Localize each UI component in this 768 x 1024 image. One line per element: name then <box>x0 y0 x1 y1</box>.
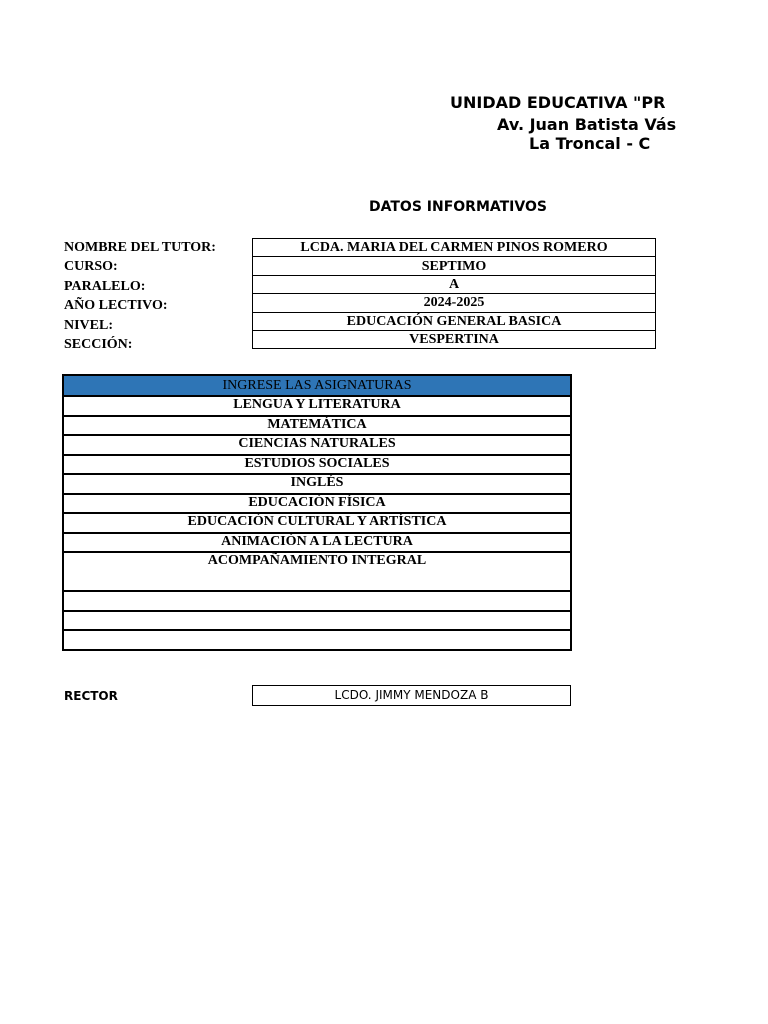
school-name: UNIDAD EDUCATIVA "PR <box>450 93 666 112</box>
value-nivel[interactable]: EDUCACIÓN GENERAL BASICA <box>253 312 656 330</box>
label-curso: CURSO: <box>64 259 118 275</box>
section-title: DATOS INFORMATIVOS <box>369 199 547 215</box>
subject-cell[interactable]: ANIMACIÓN A LA LECTURA <box>64 534 570 554</box>
rector-label: RECTOR <box>64 689 118 703</box>
label-nivel: NIVEL: <box>64 317 114 333</box>
subject-cell[interactable]: MATEMÁTICA <box>64 417 570 437</box>
value-paralelo[interactable]: A <box>253 275 656 293</box>
subject-cell[interactable]: EDUCACIÓN FÍSICA <box>64 495 570 515</box>
info-table <box>252 238 656 349</box>
subject-cell[interactable]: EDUCACIÓN CULTURAL Y ARTÍSTICA <box>64 514 570 534</box>
subject-cell[interactable]: INGLÉS <box>64 475 570 495</box>
label-anio-lectivo: AÑO LECTIVO: <box>64 298 168 314</box>
subject-cell-empty[interactable] <box>64 592 570 612</box>
subjects-header: INGRESE LAS ASIGNATURAS <box>64 376 570 397</box>
subject-cell[interactable]: LENGUA Y LITERATURA <box>64 397 570 417</box>
value-curso[interactable]: SEPTIMO <box>253 257 656 275</box>
label-seccion: SECCIÓN: <box>64 336 133 352</box>
subjects-table <box>62 374 572 651</box>
school-address: Av. Juan Batista Vás <box>497 115 677 134</box>
school-header <box>0 88 677 154</box>
label-paralelo: PARALELO: <box>64 278 146 294</box>
subject-cell[interactable]: ESTUDIOS SOCIALES <box>64 456 570 476</box>
rector-name-cell[interactable]: LCDO. JIMMY MENDOZA B <box>252 685 571 706</box>
subject-cell[interactable]: ACOMPAÑAMIENTO INTEGRAL <box>64 553 570 592</box>
value-seccion[interactable]: VESPERTINA <box>253 330 656 348</box>
subject-cell[interactable]: CIENCIAS NATURALES <box>64 436 570 456</box>
value-anio-lectivo[interactable]: 2024-2025 <box>253 294 656 312</box>
subject-cell-empty[interactable] <box>64 612 570 632</box>
subject-cell-empty[interactable] <box>64 631 570 649</box>
school-location: La Troncal - C <box>529 134 651 153</box>
label-tutor: NOMBRE DEL TUTOR: <box>64 240 216 255</box>
value-tutor[interactable]: LCDA. MARIA DEL CARMEN PINOS ROMERO <box>253 239 656 257</box>
info-labels <box>64 238 216 354</box>
